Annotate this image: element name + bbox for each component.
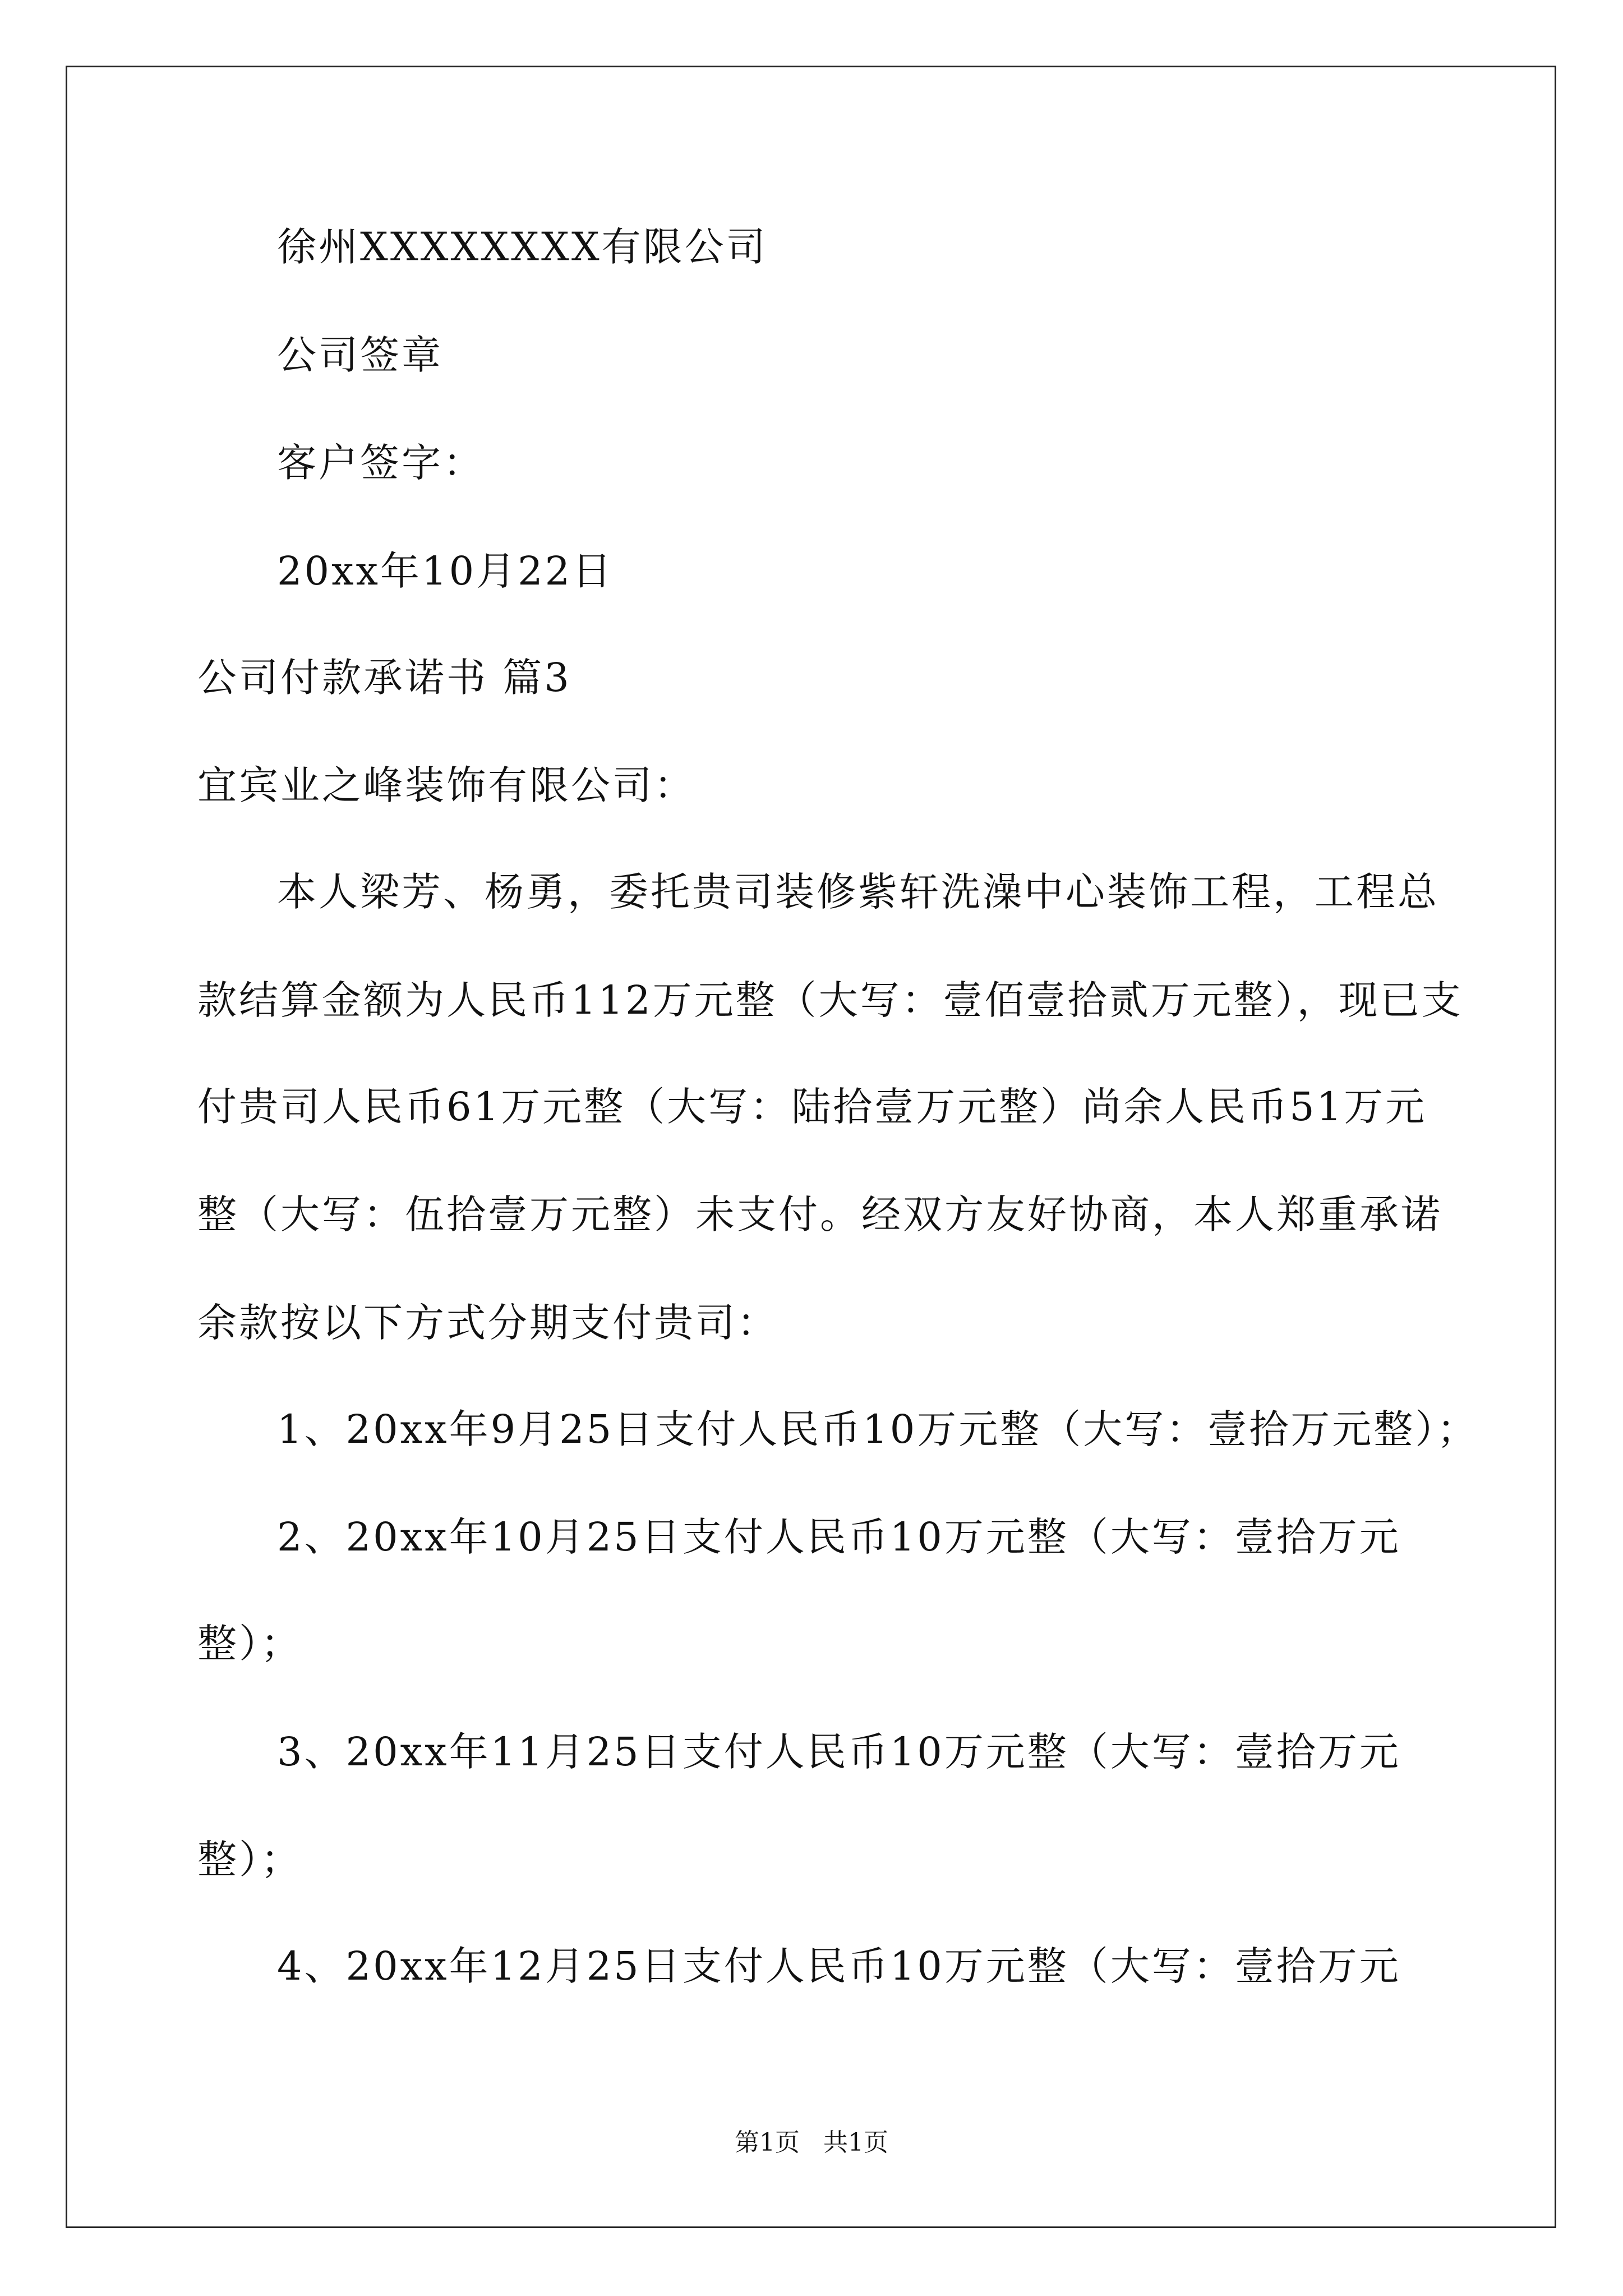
page-number-footer: 第1页 共1页 — [735, 2128, 888, 2157]
body-paragraph-line: 余款按以下方式分期支付贵司： — [197, 1300, 778, 1346]
installment-item-cont: 整）； — [197, 1837, 302, 1883]
body-paragraph-line: 款结算金额为人民币112万元整（大写：壹佰壹拾贰万元整），现已支 — [197, 977, 1463, 1023]
date-line: 20xx年10月22日 — [277, 548, 614, 594]
installment-item-cont: 整）； — [197, 1621, 302, 1667]
section-heading: 公司付款承诺书 篇3 — [197, 655, 571, 701]
addressee-line: 宜宾业之峰装饰有限公司： — [197, 762, 695, 808]
page-border — [66, 66, 1556, 2228]
customer-signature-line: 客户签字： — [277, 440, 485, 486]
company-name-line: 徐州XXXXXXXX有限公司 — [277, 224, 768, 270]
body-paragraph-line: 整（大写：伍拾壹万元整）未支付。经双方友好协商，本人郑重承诺 — [197, 1191, 1442, 1237]
installment-item: 4、20xx年12月25日支付人民币10万元整（大写：壹拾万元 — [277, 1943, 1401, 1989]
installment-item: 3、20xx年11月25日支付人民币10万元整（大写：壹拾万元 — [277, 1729, 1401, 1775]
body-paragraph-line: 付贵司人民币61万元整（大写：陆拾壹万元整）尚余人民币51万元 — [197, 1084, 1427, 1130]
installment-item: 1、20xx年9月25日支付人民币10万元整（大写：壹拾万元整）； — [277, 1406, 1479, 1452]
installment-item: 2、20xx年10月25日支付人民币10万元整（大写：壹拾万元 — [277, 1514, 1401, 1560]
body-paragraph-line: 本人梁芳、杨勇，委托贵司装修紫轩洗澡中心装饰工程，工程总 — [277, 869, 1439, 915]
company-seal-line: 公司签章 — [277, 332, 443, 378]
